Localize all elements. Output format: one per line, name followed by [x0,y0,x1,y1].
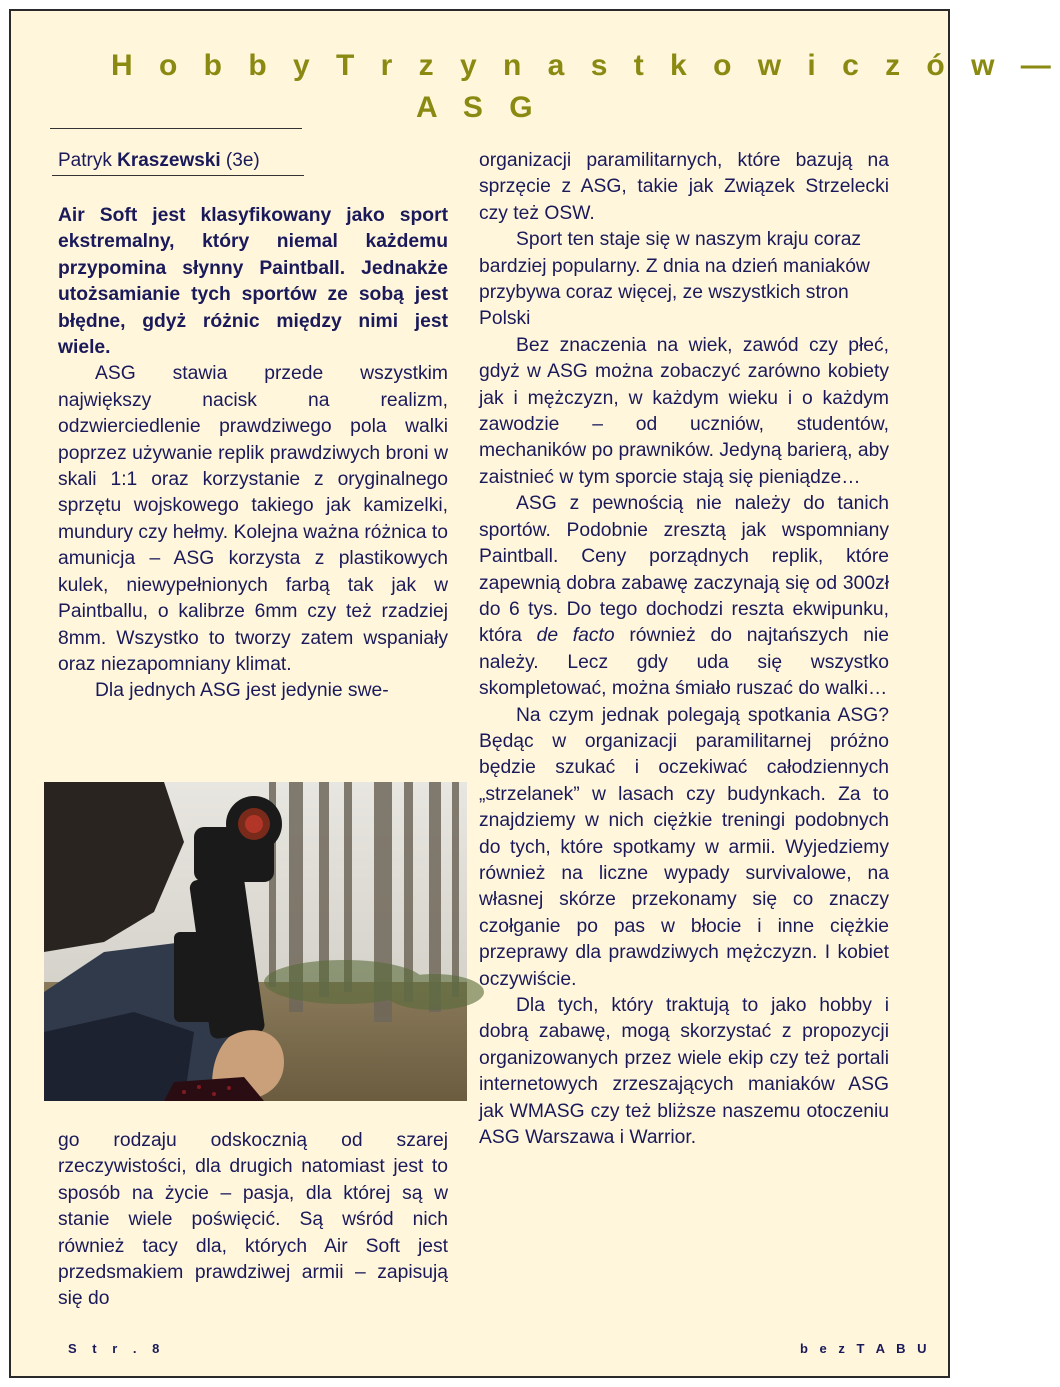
right-column [479,148,889,1151]
page-number: S t r . 8 [68,1341,166,1356]
paragraph-diversity: Bez znaczenia na wiek, zawód czy płeć, gdyż w ASG można zobaczyć zarówno kobiety jak i mężczyzn, w każdym wieku i o każdym zawodzie – od uczniów, studentów, mechaników po prawników. Jedyną barierą, aby zaistnieć w tym sporcie stają się pieniądze… [479,334,889,488]
article-title-line2: A S G [416,91,542,124]
paragraph-escape-end: go rodzaju odskocznią od szarej rzeczywistości, dla drugich natomiast jest to sposób na życie – pasja, dla której są w stanie wiele poświęcić. Są wśród nich również tacy dla, których Air Soft jest przedsmakiem prawdziwej armii – zapisują się do [58,1130,448,1310]
costs-text-b: również do najtańszych nie należy. Lecz gdy uda się wszystko skompletować, można śmiało ruszać do walki… [479,625,889,700]
author-class: (3e) [220,150,260,171]
lead-paragraph: Air Soft jest klasyfikowany jako sport ekstremalny, który niemal każdemu przypomina słynny Paintball. Jednakże utożsamianie tych sportów ze sobą jest błędne, gdyż różnic między nimi jest wiele. [58,205,448,359]
paragraph-realism: ASG stawia przede wszystkim największy nacisk na realizm, odzwierciedlenie prawdziwego pola walki poprzez używanie replik prawdziwych broni w skali 1:1 oraz korzystanie z oryginalnego sprzętu wojskowego takiego jak kamizelki, mundury czy hełmy. Kolejna ważna różnica to amunicja – ASG korzysta z plastikowych kulek, niewypełnionych farbą tak jak w Paintballu, o kalibrze 6mm czy też rzadziej 8mm. Wszystko to tworzy zatem wspaniały oraz niezapomniany klimat. [58,363,448,675]
author-byline [58,150,260,172]
paragraph-hobby: Dla tych, który traktują to jako hobby i dobrą zabawę, mogą skorzystać z propozycji organizowanych przez wiele ekip czy też portali internetowych zrzeszających maniaków ASG jak WMASG czy też bliższe naszemu otoczeniu ASG Warszawa i Warrior. [479,995,889,1149]
left-column-top [58,203,448,705]
costs-text-a: ASG z pewnością nie należy do tanich sportów. Podobnie zresztą jak wspomniany Paintball. Ceny porządnych replik, które zapewnią dobra zabawę zaczynają się od 300zł do 6 tys. Do tego dochodzi reszta ekwipunku, która [479,493,889,647]
airsoft-player-photo [44,782,467,1101]
article-title-line1: H o b b y T r z y n a s t k o w i c z ó w — [111,49,1060,82]
paragraph-escape-start: Dla jednych ASG jest jedynie swe- [95,680,389,702]
costs-italic: de facto [536,625,615,647]
paragraph-meetings: Na czym jednak polegają spotkania ASG? Będąc w organizacji paramilitarnej próżno będzie szukać i oczekiwać całodziennych „strzelanek” w lasach czy budynkach. Za to znajdziemy w nich ciężkie treningi podobnych do tych, które spotkamy w armii. Wyjedziemy również na liczne wypady survivalowe, na własnej skórze przekonamy się co znaczy czołganie po pas w błocie i inne ciężkie przeprawy dla prawdziwych mężczyzn. I kobiet oczywiście. [479,704,889,990]
paragraph-costs [479,491,889,702]
paragraph-popularity: Sport ten staje się w naszym kraju coraz bardziej popularny. Z dnia na dzień maniaków przybywa coraz więcej, ze wszystkich stron Polski [479,229,870,330]
magazine-name: b e z T A B U [800,1341,931,1356]
title-divider [50,128,302,129]
paragraph-paramilitary: organizacji paramilitarnych, które bazują na sprzęcie z ASG, takie jak Związek Strzelecki czy też OSW. [479,150,889,224]
author-divider [52,175,304,176]
author-first-name: Patryk [58,150,118,171]
author-surname: Kraszewski [117,150,221,171]
left-column-bottom [58,1128,448,1313]
